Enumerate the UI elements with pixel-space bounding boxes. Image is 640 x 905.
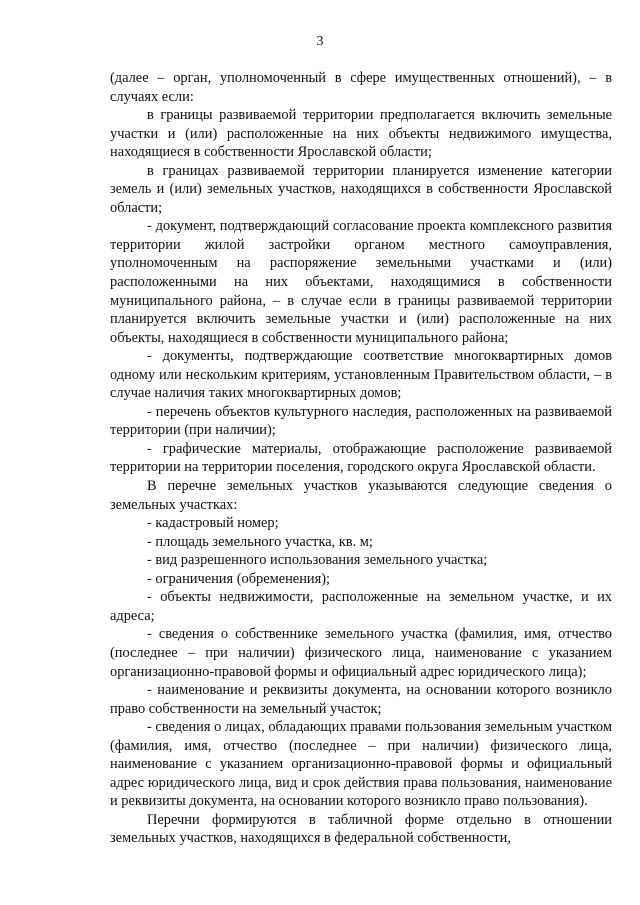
paragraph-federal-land: в границы развиваемой территории предполагается включить земельные участки и (или) расположенные на них объекты недвижимого имущества, находящиеся в собственности Ярославской области; (110, 107, 612, 161)
list-item-apartment-criteria: - документы, подтверждающие соответствие многоквартирных домов одному или нескольким критериям, установленным Правительством области, – в случае наличия таких многоквартирных домов; (110, 348, 612, 402)
body-text (110, 69, 612, 848)
list-item-restrictions: - ограничения (обременения); (147, 570, 331, 587)
list-item-ownership-document: - наименование и реквизиты документа, на основании которого возникло право собственности на земельный участок; (110, 682, 612, 717)
page-number: 3 (316, 34, 324, 49)
paragraph-table-form: Перечни формируются в табличной форме отдельно в отношении земельных участков, находящихся в федеральной собственности, (110, 811, 612, 847)
list-item-approval-document: - документ, подтверждающий согласование проекта комплексного развития территории жилой застройки органом местного самоуправления, уполномоченным на распоряжение земельными участками и (или) расположенными на них объектами, находящимися в собственности муниципального района, – в случае если в границы развиваемой территории планируется включить земельные участки и (или) расположенные на них объекты, находящиеся в собственности муниципального района; (110, 218, 612, 346)
list-item-cadastral-number: - кадастровый номер; (147, 515, 279, 532)
list-item-permitted-use: - вид разрешенного использования земельного участка; (147, 552, 488, 569)
list-item-area: - площадь земельного участка, кв. м; (147, 533, 373, 550)
list-item-cultural-heritage: - перечень объектов культурного наследия, расположенных на развиваемой территории (при наличии); (110, 403, 612, 439)
paragraph-category-change: в границах развиваемой территории планируется изменение категории земель и (или) земельных участков, находящихся в собственности Ярославской области; (110, 162, 612, 216)
paragraph-land-list-intro: В перечне земельных участков указываются следующие сведения о земельных участках: (110, 478, 612, 513)
list-item-real-estate: - объекты недвижимости, расположенные на земельном участке, и их адреса; (110, 589, 612, 624)
list-item-graphic-materials: - графические материалы, отображающие расположение развиваемой территории на территории поселения, городского округа Ярославской области. (110, 440, 612, 476)
paragraph-intro: (далее – орган, уполномоченный в сфере имущественных отношений), – в случаях если: (110, 70, 612, 105)
list-item-users-info: - сведения о лицах, обладающих правами пользования земельным участком (фамилия, имя, отчество (последнее – при наличии) физического лица, наименование с указанием организационно-правовой формы и официальный адрес юридического лица, вид и срок действия права пользования, наименование и реквизиты документа, на основании которого возникло право пользования). (110, 719, 612, 810)
list-item-owner-info: - сведения о собственнике земельного участка (фамилия, имя, отчество (последнее – при наличии) физического лица, наименование с указанием организационно-правовой формы и официальный адрес юридического лица); (110, 626, 612, 680)
